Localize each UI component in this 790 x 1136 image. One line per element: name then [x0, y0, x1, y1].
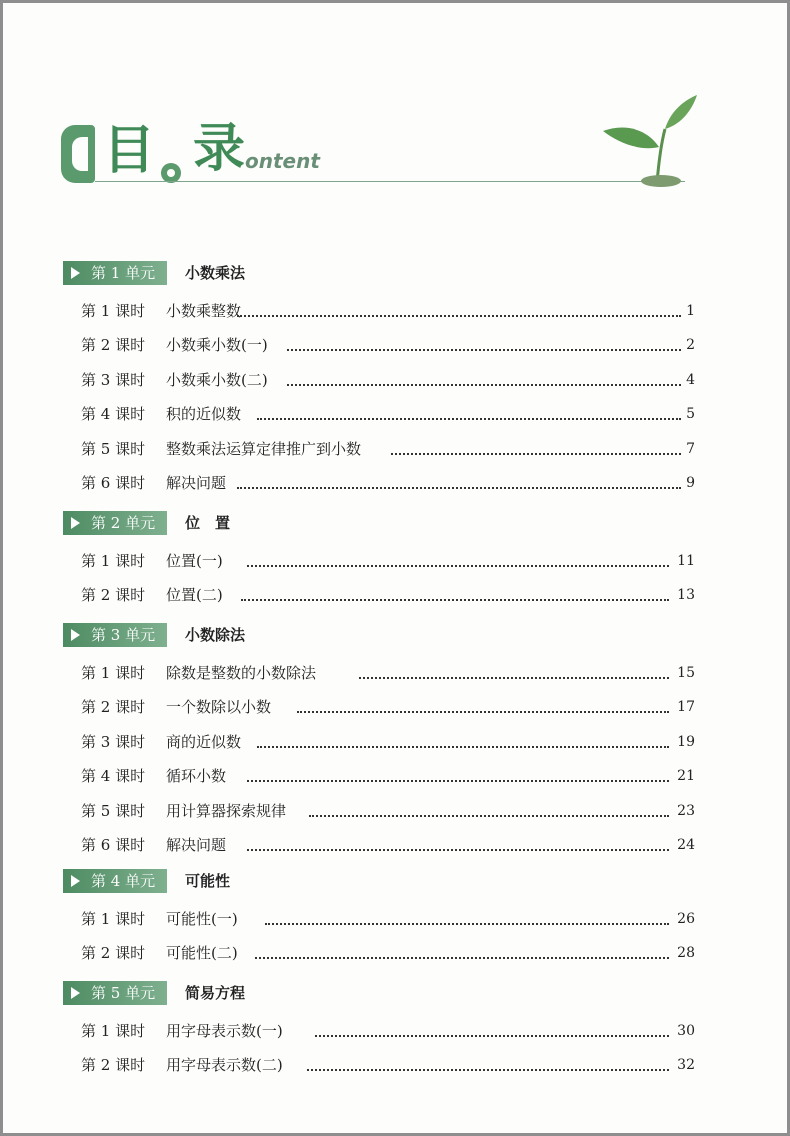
leader-dots	[257, 418, 681, 420]
lesson-number: 第 6 课时	[81, 836, 146, 854]
lesson-title: 循环小数	[166, 767, 227, 786]
lesson-title: 用字母表示数(二)	[166, 1056, 283, 1075]
lesson-entry[interactable]	[81, 1019, 695, 1043]
unit-tag	[63, 981, 167, 1005]
leader-dots	[391, 453, 681, 455]
page-number: 1	[686, 303, 695, 319]
leader-dots	[247, 780, 669, 782]
lesson-entry[interactable]	[81, 799, 695, 823]
lesson-title: 位置(一)	[166, 552, 223, 570]
play-triangle-icon	[71, 987, 80, 999]
lesson-title: 小数乘小数(一)	[166, 336, 268, 355]
leader-dots	[247, 849, 669, 851]
content-word: ontent	[245, 149, 320, 173]
page-number: 11	[677, 553, 695, 569]
play-triangle-icon	[71, 267, 80, 279]
leader-dots	[241, 599, 669, 601]
page-number: 5	[686, 406, 695, 423]
lesson-entry[interactable]	[81, 695, 695, 719]
page-number: 32	[677, 1057, 695, 1074]
lesson-entry[interactable]	[81, 333, 695, 357]
lesson-entry[interactable]	[81, 471, 695, 495]
lesson-number: 第 2 课时	[81, 586, 146, 605]
page-number: 26	[677, 911, 695, 927]
lesson-title: 除数是整数的小数除法	[166, 664, 317, 682]
page-number: 13	[677, 587, 695, 604]
lesson-entry[interactable]	[81, 730, 695, 754]
lesson-number: 第 5 课时	[81, 439, 146, 458]
unit-title: 小数乘法	[185, 264, 246, 282]
lesson-number: 第 3 课时	[81, 732, 146, 751]
lesson-title: 位置(二)	[166, 586, 223, 605]
unit-tag	[63, 869, 167, 893]
lesson-number: 第 2 课时	[81, 336, 146, 355]
page-number: 4	[686, 371, 695, 388]
leader-dots	[255, 957, 669, 959]
unit-tag	[63, 511, 167, 535]
leader-dots	[359, 677, 669, 679]
lesson-title: 可能性(一)	[166, 910, 238, 928]
play-triangle-icon	[71, 875, 80, 887]
page-number: 21	[677, 768, 695, 785]
play-triangle-icon	[71, 517, 80, 529]
lesson-entry[interactable]	[81, 437, 695, 461]
lesson-title: 解决问题	[166, 836, 227, 854]
page-number: 15	[677, 665, 695, 681]
leader-dots	[257, 746, 669, 748]
lesson-number: 第 6 课时	[81, 474, 146, 492]
lesson-number: 第 2 课时	[81, 698, 146, 717]
unit-title: 位 置	[185, 514, 231, 532]
leader-dots	[237, 315, 681, 317]
unit-label: 第 4 单元	[91, 872, 156, 890]
title-char-lu: 录	[193, 119, 246, 179]
lesson-entry[interactable]	[81, 764, 695, 788]
leader-dots	[265, 923, 669, 925]
unit-title: 可能性	[185, 872, 231, 890]
sprout-icon	[599, 89, 699, 189]
lesson-number: 第 1 课时	[81, 664, 146, 682]
lesson-entry[interactable]	[81, 833, 695, 857]
title-char-mu: 目	[103, 121, 156, 181]
leader-dots	[297, 711, 669, 713]
lesson-number: 第 1 课时	[81, 552, 146, 570]
leader-dots	[247, 565, 669, 567]
unit-title: 简易方程	[185, 984, 246, 1002]
lesson-number: 第 4 课时	[81, 767, 146, 786]
lesson-title: 小数乘整数	[166, 302, 242, 320]
lesson-title: 用字母表示数(一)	[166, 1022, 283, 1040]
unit-tag	[63, 623, 167, 647]
unit-label: 第 5 单元	[91, 984, 156, 1002]
lesson-entry[interactable]	[81, 583, 695, 607]
lesson-title: 一个数除以小数	[166, 698, 272, 717]
lesson-entry[interactable]	[81, 1053, 695, 1077]
page-number: 9	[686, 475, 695, 491]
lesson-entry[interactable]	[81, 402, 695, 426]
o-circle-icon	[161, 163, 181, 183]
lesson-entry[interactable]	[81, 907, 695, 931]
unit-label: 第 2 单元	[91, 514, 156, 532]
lesson-title: 用计算器探索规律	[166, 801, 287, 820]
lesson-number: 第 1 课时	[81, 910, 146, 928]
toc-header	[3, 3, 790, 233]
page-number: 19	[677, 733, 695, 750]
page-number: 30	[677, 1023, 695, 1039]
page-number: 24	[677, 837, 695, 853]
unit-label: 第 1 单元	[91, 264, 156, 282]
page-number: 23	[677, 802, 695, 819]
lesson-title: 小数乘小数(二)	[166, 370, 268, 389]
page-number: 2	[686, 337, 695, 354]
lesson-number: 第 1 课时	[81, 302, 146, 320]
leader-dots	[237, 487, 681, 489]
leader-dots	[307, 1069, 669, 1071]
lesson-number: 第 3 课时	[81, 370, 146, 389]
lesson-entry[interactable]	[81, 368, 695, 392]
lesson-number: 第 2 课时	[81, 944, 146, 963]
header-divider	[95, 181, 685, 182]
lesson-title: 可能性(二)	[166, 944, 238, 963]
page-number: 7	[686, 440, 695, 457]
lesson-entry[interactable]	[81, 941, 695, 965]
lesson-number: 第 4 课时	[81, 405, 146, 424]
unit-title: 小数除法	[185, 626, 246, 644]
lesson-entry[interactable]	[81, 661, 695, 685]
leader-dots	[309, 815, 669, 817]
lesson-number: 第 2 课时	[81, 1056, 146, 1075]
lesson-title: 整数乘法运算定律推广到小数	[166, 439, 362, 458]
lesson-title: 解决问题	[166, 474, 227, 492]
leader-dots	[287, 349, 681, 351]
unit-label: 第 3 单元	[91, 626, 156, 644]
page-number: 28	[677, 945, 695, 962]
lesson-number: 第 5 课时	[81, 801, 146, 820]
leader-dots	[315, 1035, 669, 1037]
lesson-entry[interactable]	[81, 299, 695, 323]
lesson-title: 商的近似数	[166, 732, 242, 751]
c-logo-icon	[61, 125, 95, 183]
page-number: 17	[677, 699, 695, 716]
play-triangle-icon	[71, 629, 80, 641]
unit-tag	[63, 261, 167, 285]
lesson-title: 积的近似数	[166, 405, 242, 424]
leader-dots	[287, 384, 681, 386]
lesson-number: 第 1 课时	[81, 1022, 146, 1040]
lesson-entry[interactable]	[81, 549, 695, 573]
